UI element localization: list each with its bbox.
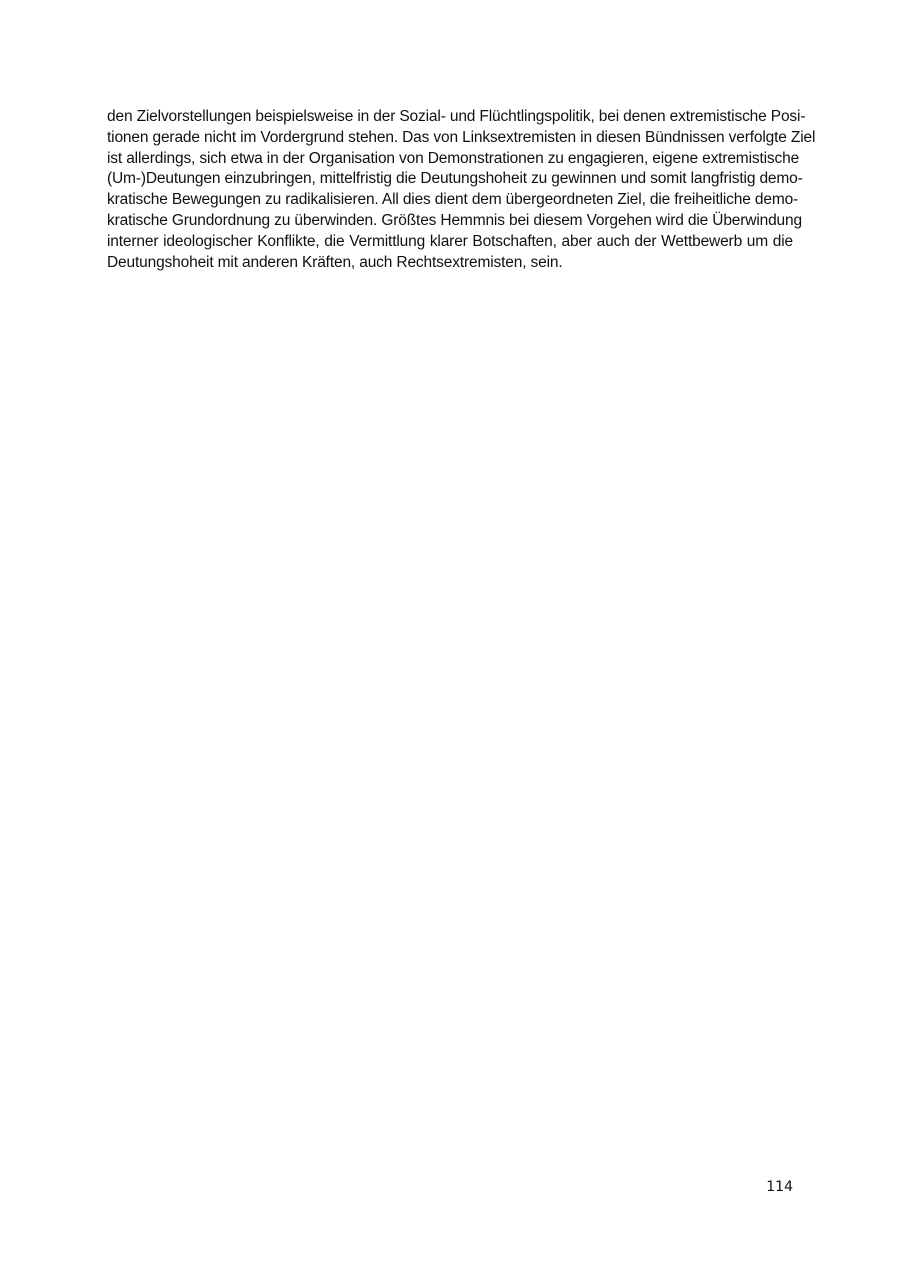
paragraph-line: kratische Bewegungen zu radikalisieren. All dies dient dem übergeordneten Ziel, die freiheitliche demo-	[107, 191, 799, 209]
paragraph-line: ist allerdings, sich etwa in der Organisation von Demonstrationen zu engagieren, eigene extremistische	[107, 149, 800, 167]
paragraph-line: interner ideologischer Konflikte, die Vermittlung klarer Botschaften, aber auch der Wettbewerb um die	[107, 232, 793, 250]
paragraph-line: Deutungshoheit mit anderen Kräften, auch Rechtsextremisten, sein.	[107, 253, 563, 271]
paragraph-line: kratische Grundordnung zu überwinden. Größtes Hemmnis bei diesem Vorgehen wird die Überwindung	[107, 211, 802, 229]
paragraph-line: (Um-)Deutungen einzubringen, mittelfristig die Deutungshoheit zu gewinnen und somit langfristig demo-	[107, 170, 803, 188]
body-paragraph	[107, 107, 816, 273]
paragraph-line: tionen gerade nicht im Vordergrund stehen. Das von Linksextremisten in diesen Bündnissen verfolgte Ziel	[107, 128, 816, 146]
page-number: 114	[766, 1179, 793, 1195]
paragraph-line: den Zielvorstellungen beispielsweise in der Sozial- und Flüchtlingspolitik, bei denen extremistische Posi-	[107, 108, 806, 125]
